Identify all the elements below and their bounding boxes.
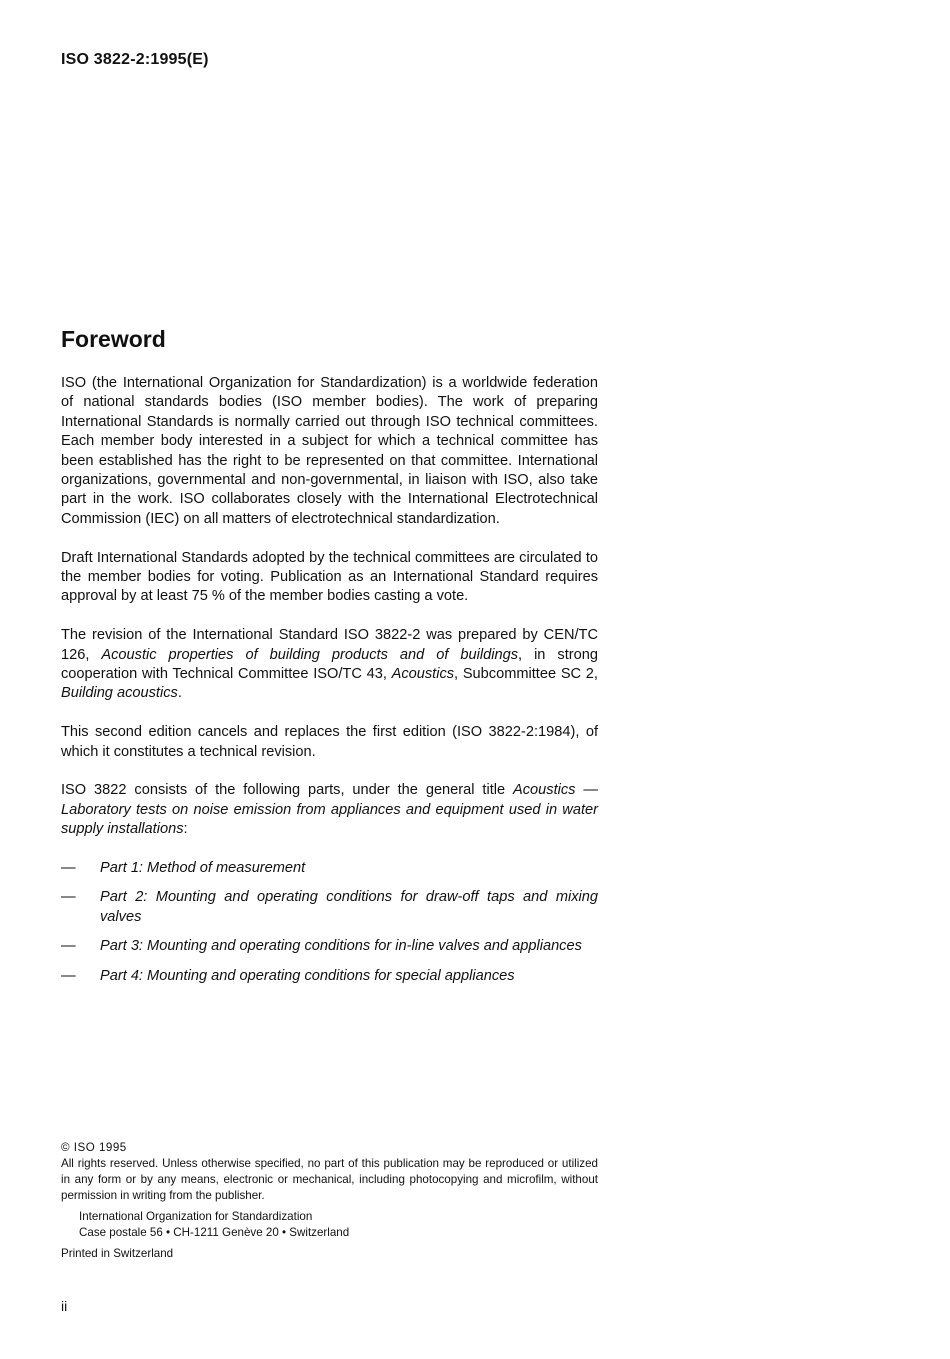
subcommittee-title: Building acoustics — [61, 685, 178, 702]
list-dash: — — [61, 967, 76, 984]
list-item-text: Part 1: Method of measurement — [100, 860, 306, 877]
list-item — [61, 888, 598, 927]
page-number: ii — [61, 1298, 68, 1314]
paragraph-revision — [61, 626, 598, 704]
parts-intro-text-c: : — [183, 821, 188, 838]
rights-statement: All rights reserved. Unless otherwise specified, no part of this publication may be reproduced or utilized in any form or by any means, electronic or mechanical, including photocopying and microfilm, without permission in writing from the publisher. — [61, 1157, 598, 1202]
list-item-text: Part 4: Mounting and operating conditions for special appliances — [100, 967, 515, 984]
list-item — [61, 967, 598, 986]
publisher-address — [79, 1209, 598, 1241]
revision-text-c: , in strong cooperation with Technical Committee ISO/TC 43, — [61, 646, 598, 683]
copyright-footer — [61, 1140, 598, 1262]
page-title: Foreword — [61, 326, 166, 352]
paragraph-parts-intro — [61, 781, 598, 839]
paragraph-voting: Draft International Standards adopted by the technical committees are circulated to the member bodies for voting. Publication as an International Standard requires approval by at least 75 % of the member bodies casting a vote. — [61, 549, 598, 605]
iso-tc-title: Acoustics — [391, 666, 455, 683]
printed-in: Printed in Switzerland — [61, 1247, 174, 1260]
publisher-name: International Organization for Standardization — [79, 1210, 313, 1223]
revision-text-a: The revision of the International Standard ISO 3822-2 was prepared by CEN/TC 126, — [61, 627, 598, 663]
parts-intro-text-a: ISO 3822 consists of the following parts, under the general title — [61, 782, 514, 799]
publisher-street: Case postale 56 • CH-1211 Genève 20 • Switzerland — [79, 1226, 350, 1239]
copyright-notice: © ISO 1995 — [61, 1141, 127, 1154]
paragraph-edition: This second edition cancels and replaces the first edition (ISO 3822-2:1984), of which it constitutes a technical revision. — [61, 724, 598, 760]
general-title: Acoustics — Laboratory tests on noise emission from appliances and equipment used in water supply installations — [61, 782, 598, 838]
parts-list — [61, 859, 598, 986]
foreword-body — [61, 374, 598, 996]
revision-text-e: , Subcommittee SC 2, — [454, 666, 598, 683]
revision-text-g: . — [177, 685, 182, 702]
document-id-header: ISO 3822-2:1995(E) — [61, 51, 209, 68]
list-dash: — — [61, 860, 76, 877]
cen-tc-title: Acoustic properties of building products and of buildings — [101, 646, 519, 663]
list-dash: — — [61, 938, 76, 955]
list-item — [61, 937, 598, 956]
list-item-text: Part 2: Mounting and operating conditions for draw-off taps and mixing valves — [100, 889, 598, 925]
list-item-text: Part 3: Mounting and operating conditions for in-line valves and appliances — [100, 938, 582, 955]
paragraph-iso-intro: ISO (the International Organization for Standardization) is a worldwide federation of national standards bodies (ISO member bodies). The work of preparing International Standards is normally carried out through ISO technical committees. Each member body interested in a subject for which a technical committee has been established has the right to be represented on that committee. International organizations, governmental and non-governmental, in liaison with ISO, also take part in the work. ISO collaborates closely with the International Electrotechnical Commission (IEC) on all matters of electrotechnical standardization. — [61, 375, 598, 527]
list-item — [61, 859, 598, 878]
list-dash: — — [61, 889, 76, 906]
